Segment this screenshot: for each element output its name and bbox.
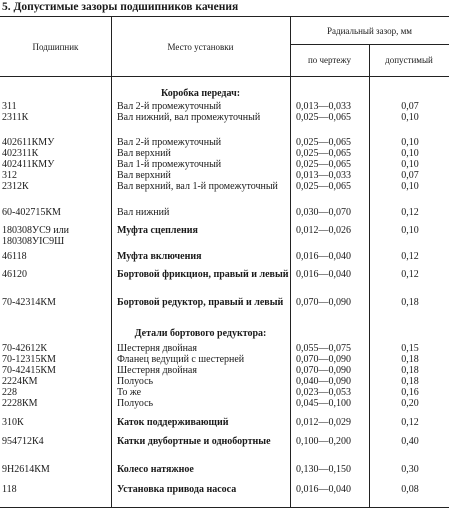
cell-location: Фланец ведущий с шестерней — [117, 354, 245, 365]
cell-bearing: 70-42612К — [2, 343, 47, 354]
cell-allowable: 0,18 — [401, 365, 419, 376]
cell-drawing: 0,013—0,033 — [296, 101, 351, 112]
cell-bearing: 228 — [2, 387, 17, 398]
cell-drawing: 0,025—0,065 — [296, 181, 351, 192]
cell-allowable: 0,10 — [401, 181, 419, 192]
cell-location: Шестерня двойная — [117, 343, 197, 354]
cell-bearing: 70-12315КМ — [2, 354, 56, 365]
cell-bearing: 60-402715КМ — [2, 207, 61, 218]
section-gearbox: Коробка передач: — [160, 88, 241, 99]
cell-location: Вал 2-й промежуточный — [117, 137, 222, 148]
cell-bearing: 9Н2614КМ — [2, 464, 50, 475]
cell-location: Катки двубортные и однобортные — [117, 436, 271, 447]
cell-location: Полуось — [117, 376, 154, 387]
cell-drawing: 0,016—0,040 — [296, 251, 351, 262]
cell-bearing: 180308УС9 или 180308УIС9Ш — [2, 225, 69, 247]
cell-location: Вал верхний — [117, 148, 171, 159]
cell-allowable: 0,10 — [401, 225, 419, 236]
cell-drawing: 0,130—0,150 — [296, 464, 351, 475]
cell-allowable: 0,12 — [401, 207, 419, 218]
cell-allowable: 0,10 — [401, 112, 419, 123]
section-final-drive: Детали бортового редуктора: — [134, 328, 267, 339]
header-allowable: допустимый — [385, 55, 433, 65]
cell-location: Полуось — [117, 398, 154, 409]
cell-bearing: 311 — [2, 101, 17, 112]
cell-allowable: 0,07 — [401, 170, 419, 181]
cell-drawing: 0,070—0,090 — [296, 365, 351, 376]
cell-bearing: 2228КМ — [2, 398, 38, 409]
cell-location: Установка привода насоса — [117, 484, 237, 495]
cell-drawing: 0,045—0,100 — [296, 398, 351, 409]
header-bearing: Подшипник — [32, 42, 79, 52]
cell-location: Вал нижний, вал промежуточный — [117, 112, 261, 123]
cell-drawing: 0,025—0,065 — [296, 159, 351, 170]
cell-allowable: 0,08 — [401, 484, 419, 495]
cell-drawing: 0,012—0,026 — [296, 225, 351, 236]
cell-bearing: 2312К — [2, 181, 29, 192]
cell-allowable: 0,16 — [401, 387, 419, 398]
cell-allowable: 0,10 — [401, 148, 419, 159]
cell-location: Вал верхний, вал 1-й промежуточный — [117, 181, 278, 192]
cell-allowable: 0,18 — [401, 354, 419, 365]
header-radial-clearance: Радиальный зазор, мм — [327, 26, 412, 36]
cell-location: Муфта сцепления — [117, 225, 198, 236]
cell-allowable: 0,30 — [401, 464, 419, 475]
cell-location: Вал 1-й промежуточный — [117, 159, 222, 170]
cell-allowable: 0,40 — [401, 436, 419, 447]
cell-location: То же — [117, 387, 142, 398]
cell-drawing: 0,070—0,090 — [296, 354, 351, 365]
cell-location: Бортовой фрикцион, правый и левый — [117, 269, 289, 280]
cell-drawing: 0,016—0,040 — [296, 484, 351, 495]
cell-bearing: 70-42415КМ — [2, 365, 56, 376]
cell-drawing: 0,025—0,065 — [296, 148, 351, 159]
cell-drawing: 0,040—0,090 — [296, 376, 351, 387]
table-bottom-rule — [0, 507, 449, 508]
column-rule-3 — [369, 44, 370, 507]
cell-drawing: 0,025—0,065 — [296, 137, 351, 148]
cell-allowable: 0,10 — [401, 159, 419, 170]
column-rule-2 — [290, 16, 291, 507]
cell-allowable: 0,18 — [401, 297, 419, 308]
cell-allowable: 0,18 — [401, 376, 419, 387]
cell-bearing: 46120 — [2, 269, 27, 280]
table-title: 5. Допустимые зазоры подшипников качения — [2, 1, 239, 13]
cell-bearing: 402311К — [2, 148, 39, 159]
cell-allowable: 0,10 — [401, 137, 419, 148]
cell-location: Колесо натяжное — [117, 464, 194, 475]
cell-drawing: 0,013—0,033 — [296, 170, 351, 181]
cell-allowable: 0,12 — [401, 251, 419, 262]
cell-drawing: 0,100—0,200 — [296, 436, 351, 447]
cell-allowable: 0,12 — [401, 417, 419, 428]
cell-bearing: 402611КМУ — [2, 137, 55, 148]
cell-drawing: 0,023—0,053 — [296, 387, 351, 398]
cell-drawing: 0,055—0,075 — [296, 343, 351, 354]
cell-bearing: 402411КМУ — [2, 159, 55, 170]
cell-location: Каток поддерживающий — [117, 417, 229, 428]
cell-allowable: 0,20 — [401, 398, 419, 409]
cell-location: Бортовой редуктор, правый и левый — [117, 297, 284, 308]
cell-allowable: 0,12 — [401, 269, 419, 280]
cell-location: Муфта включения — [117, 251, 202, 262]
cell-location: Шестерня двойная — [117, 365, 197, 376]
cell-bearing: 2224КМ — [2, 376, 38, 387]
cell-location: Вал 2-й промежуточный — [117, 101, 222, 112]
cell-bearing: 310К — [2, 417, 24, 428]
cell-drawing: 0,012—0,029 — [296, 417, 351, 428]
header-bottom-rule — [0, 76, 449, 77]
cell-drawing: 0,025—0,065 — [296, 112, 351, 123]
cell-allowable: 0,15 — [401, 343, 419, 354]
cell-bearing: 954712К4 — [2, 436, 44, 447]
cell-drawing: 0,016—0,040 — [296, 269, 351, 280]
cell-drawing: 0,070—0,090 — [296, 297, 351, 308]
cell-bearing: 2311К — [2, 112, 29, 123]
cell-bearing: 118 — [2, 484, 17, 495]
cell-bearing: 46118 — [2, 251, 27, 262]
cell-location: Вал нижний — [117, 207, 170, 218]
cell-drawing: 0,030—0,070 — [296, 207, 351, 218]
cell-location: Вал верхний — [117, 170, 171, 181]
header-per-drawing: по чертежу — [307, 55, 352, 65]
table-top-rule — [0, 16, 449, 17]
header-location: Место установки — [167, 42, 234, 52]
cell-allowable: 0,07 — [401, 101, 419, 112]
cell-bearing: 70-42314КМ — [2, 297, 56, 308]
cell-bearing: 312 — [2, 170, 17, 181]
